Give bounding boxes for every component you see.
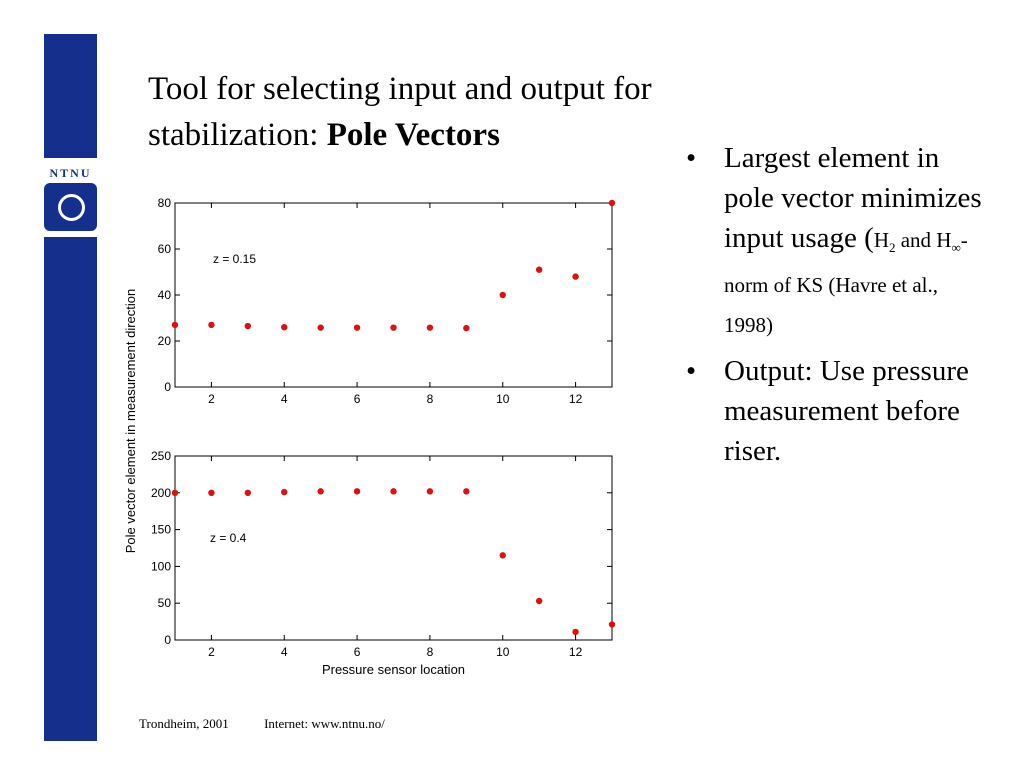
title-line-2-prefix: stabilization: xyxy=(148,117,327,153)
y-tick-label: 200 xyxy=(150,485,171,500)
data-point xyxy=(354,488,360,494)
ntnu-logo-text: NTNU xyxy=(49,166,92,180)
x-tick-label: 10 xyxy=(496,392,510,406)
x-tick-label: 6 xyxy=(353,645,361,659)
bullet-1-text: Largest element in pole vector minimizes input usage ( xyxy=(724,142,982,254)
bullet-item: • Output: Use pressure measurement before riser. xyxy=(686,355,969,468)
y-tick-label: 0 xyxy=(164,380,171,394)
data-point xyxy=(390,324,396,330)
footer-left: Trondheim, 2001 xyxy=(139,716,229,731)
data-point xyxy=(427,324,433,330)
data-point xyxy=(463,325,469,331)
ntnu-logo-icon xyxy=(44,183,97,231)
y-tick-label: 0 xyxy=(164,633,171,647)
data-point xyxy=(609,200,615,206)
y-tick-label: 100 xyxy=(150,559,171,574)
data-point xyxy=(609,621,615,627)
x-tick-label: 4 xyxy=(280,645,288,659)
x-tick-label: 10 xyxy=(496,645,510,659)
data-point xyxy=(354,324,360,330)
data-point xyxy=(245,490,251,496)
z-annotation: z = 0.15 xyxy=(213,252,257,266)
x-tick-label: 8 xyxy=(426,645,434,659)
title-line-2-bold: Pole Vectors xyxy=(326,117,500,153)
data-point xyxy=(208,322,214,328)
data-point xyxy=(390,488,396,494)
data-point xyxy=(317,488,323,494)
footer xyxy=(139,716,417,732)
data-point xyxy=(172,322,178,328)
bullet-item: • Largest element in pole vector minimizes input usage ($H_2$ and $H_\infty$-norm of KS (Havre et al., 1998) xyxy=(686,142,982,338)
y-tick-label: 40 xyxy=(157,288,171,302)
bullet-2-text: Output: Use pressure measurement before riser. xyxy=(724,355,969,468)
y-tick-label: 50 xyxy=(157,596,171,611)
x-tick-label: 2 xyxy=(208,645,215,659)
data-point xyxy=(536,598,542,604)
logo-circle xyxy=(58,194,85,221)
title-line-1: Tool for selecting input and output for xyxy=(148,71,652,107)
y-tick-label: 60 xyxy=(157,242,171,256)
y-tick-label: 20 xyxy=(157,334,171,348)
data-point xyxy=(281,324,287,330)
data-point xyxy=(572,629,578,635)
data-point xyxy=(500,292,506,298)
data-point xyxy=(463,488,469,494)
plot-frame xyxy=(175,456,612,640)
data-point xyxy=(536,267,542,273)
brand-bar-bottom xyxy=(44,237,97,741)
brand-bar-top xyxy=(44,34,97,158)
x-tick-label: 4 xyxy=(280,392,288,406)
y-tick-label: 150 xyxy=(150,522,171,537)
x-axis-label: Pressure sensor location xyxy=(321,662,466,677)
data-point xyxy=(208,490,214,496)
data-point xyxy=(245,323,251,329)
pole-vector-charts xyxy=(118,185,638,690)
x-tick-label: 8 xyxy=(426,392,434,406)
data-point xyxy=(281,489,287,495)
y-tick-label: 80 xyxy=(157,196,171,210)
data-point xyxy=(427,488,433,494)
x-tick-label: 6 xyxy=(353,392,361,406)
x-tick-label: 12 xyxy=(568,645,583,659)
x-tick-label: 12 xyxy=(568,392,583,406)
y-axis-label: Pole vector element in measurement direction xyxy=(123,288,138,554)
data-point xyxy=(172,490,178,496)
z-annotation: z = 0.4 xyxy=(210,531,247,545)
bullet-list xyxy=(686,138,986,479)
data-point xyxy=(500,552,506,558)
footer-right: Internet: www.ntnu.no/ xyxy=(264,716,385,731)
data-point xyxy=(572,273,578,279)
data-point xyxy=(317,324,323,330)
plot-frame xyxy=(175,203,612,387)
y-tick-label: 250 xyxy=(150,449,171,463)
x-tick-label: 2 xyxy=(208,392,215,406)
